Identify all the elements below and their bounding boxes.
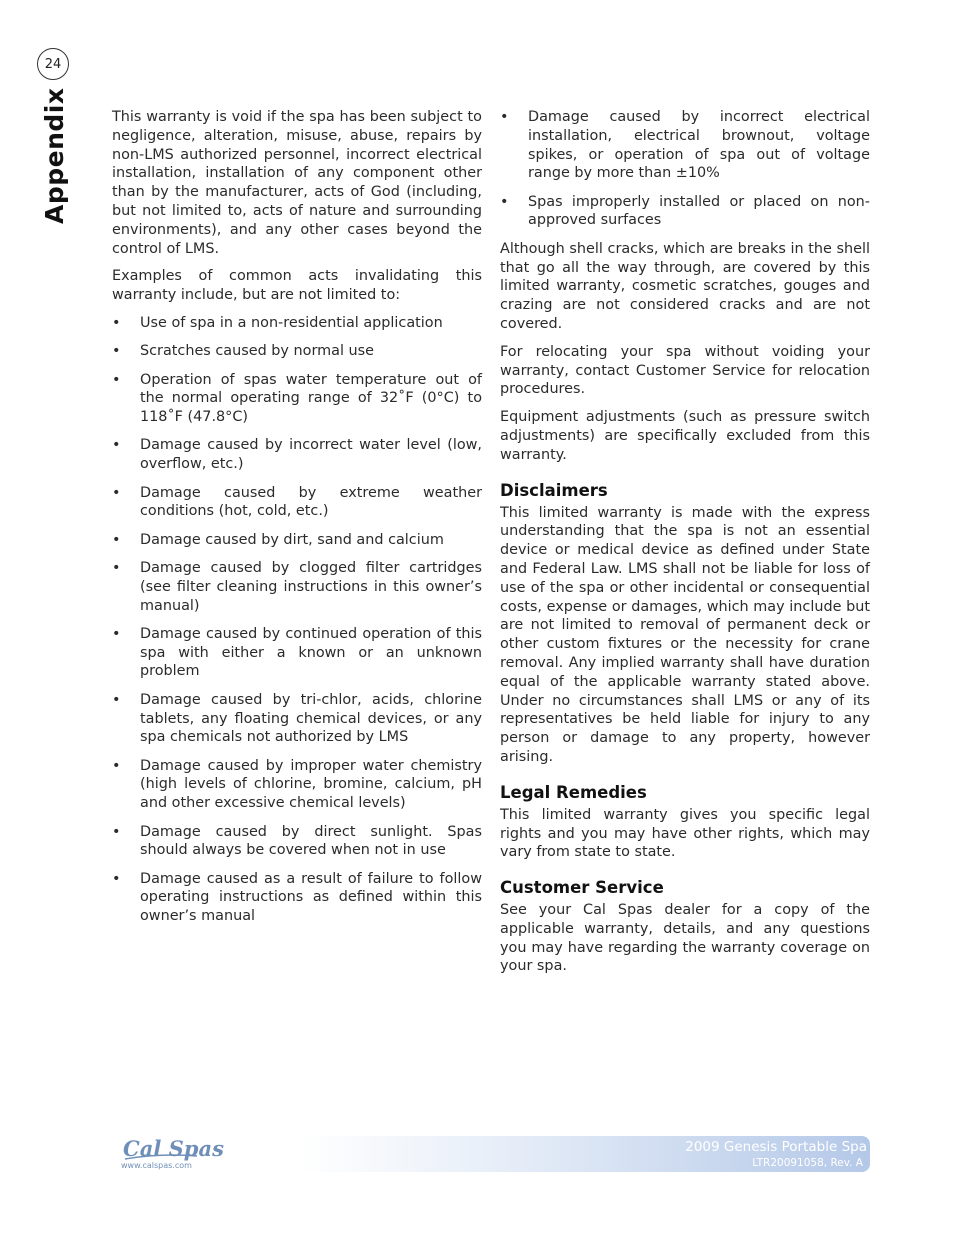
list-item: • Scratches caused by normal use: [112, 342, 482, 361]
footer-product-title: 2009 Genesis Portable Spa: [685, 1139, 867, 1155]
list-item: • Damage caused by direct sunlight. Spas should always be covered when not in use: [112, 823, 482, 861]
list-item: • Damage caused by improper water chemistry (high levels of chlorine, bromine, calcium, pH and other excessive chemical levels): [112, 757, 482, 813]
list-item: • Damage caused by dirt, sand and calcium: [112, 531, 482, 550]
list-item: • Damage caused by incorrect electrical installation, electrical brownout, voltage spikes, or operation of spa out of voltage range by more than ±10%: [500, 108, 870, 183]
left-column: [112, 108, 482, 935]
website-url: www.calspas.com: [121, 1161, 192, 1170]
invalidating-acts-list: [112, 314, 482, 926]
list-item: • Damage caused by continued operation of this spa with either a known or an unknown problem: [112, 625, 482, 681]
list-item: • Damage caused by extreme weather conditions (hot, cold, etc.): [112, 484, 482, 522]
equipment-adjustments-paragraph: Equipment adjustments (such as pressure switch adjustments) are specifically excluded from this warranty.: [500, 409, 870, 463]
cal-spas-logo-icon: [121, 1134, 224, 1164]
list-item: • Damage caused by clogged filter cartridges (see filter cleaning instructions in this owner’s manual): [112, 559, 482, 615]
list-item: • Damage caused by tri-chlor, acids, chlorine tablets, any floating chemical devices, or any spa chemicals not authorized by LMS: [112, 691, 482, 747]
intro-paragraph: Examples of common acts invalidating this warranty include, but are not limited to:: [112, 268, 482, 304]
list-item: • Spas improperly installed or placed on non-approved surfaces: [500, 193, 870, 231]
section-title: Appendix: [40, 87, 69, 224]
intro-paragraph: This warranty is void if the spa has been subject to negligence, alteration, misuse, abuse, repairs by non-LMS authorized personnel, incorrect electrical installation, installation of any component other than by the manufacturer, acts of God (including, but not limited to, acts of nature and surrounding environments), and any other cases beyond the control of LMS.: [112, 109, 482, 257]
page-number: 24: [37, 48, 69, 80]
customer-service-text: See your Cal Spas dealer for a copy of the applicable warranty, details, and any questions you may have regarding the warranty coverage on your spa.: [500, 902, 870, 975]
svg-text:Cal Spas: Cal Spas: [123, 1136, 224, 1161]
right-column: [500, 108, 870, 985]
disclaimers-heading: Disclaimers: [500, 480, 608, 500]
invalidating-acts-list-continued: [500, 108, 870, 230]
footer-document-code: LTR20091058, Rev. A: [752, 1157, 863, 1169]
disclaimers-text: This limited warranty is made with the express understanding that the spa is not an essential device or medical device as defined under State and Federal Law. LMS shall not be liable for loss of use of the spa or other incidental or consequential costs, expense or damages, which may include but are not limited to removal of permanent deck or other custom fixtures or the necessity for crane removal. Any implied warranty shall have duration equal of the applicable warranty stated above. Under no circumstances shall LMS or any of its representatives be held liable for injury to any person or damage to any property, however arising.: [500, 504, 870, 765]
shell-cracks-paragraph: Although shell cracks, which are breaks in the shell that go all the way through, are covered by this limited warranty, cosmetic scratches, gouges and crazing are not considered cracks and are not covered.: [500, 240, 870, 332]
list-item: • Operation of spas water temperature out of the normal operating range of 32˚F (0°C) to 118˚F (47.8°C): [112, 371, 482, 427]
list-item: • Damage caused as a result of failure to follow operating instructions as defined within this owner’s manual: [112, 870, 482, 926]
list-item: • Use of spa in a non-residential application: [112, 314, 482, 333]
relocation-paragraph: For relocating your spa without voiding your warranty, contact Customer Service for relocation procedures.: [500, 343, 870, 398]
legal-remedies-text: This limited warranty gives you specific legal rights and you may have other rights, which may vary from state to state.: [500, 806, 870, 861]
legal-remedies-heading: Legal Remedies: [500, 782, 647, 802]
list-item: • Damage caused by incorrect water level (low, overflow, etc.): [112, 436, 482, 474]
customer-service-heading: Customer Service: [500, 878, 664, 898]
